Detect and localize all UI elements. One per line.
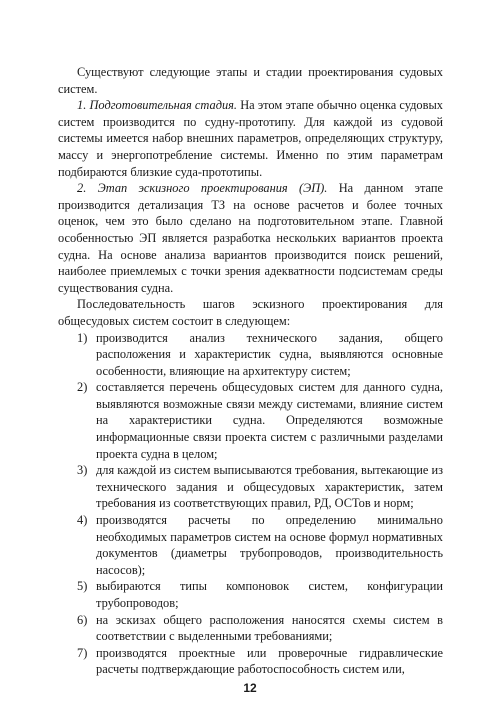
stage2-text: На данном этапе производится детализация ТЗ на основе расчетов и более точных оценок, чем это было сделано на подготовительном этапе. Главной особенностью ЭП является разработка нескольких вариантов проекта судна. На основе анализа вариантов производится поиск решений, наиболее приемлемых с точки зрения адекватности подсистемам среды существования судна. bbox=[58, 181, 443, 295]
list-item bbox=[58, 330, 443, 380]
list-item-number: 4) bbox=[77, 513, 88, 528]
list-item bbox=[58, 512, 443, 578]
list-item-text: на эскизах общего расположения наносятся схемы систем в соответствии с выделенными требованиями; bbox=[96, 612, 443, 644]
list-item bbox=[58, 612, 443, 645]
sequence-intro-paragraph: Последовательность шагов эскизного проектирования для общесудовых систем состоит в следующем: bbox=[58, 297, 443, 328]
list-item-text: производятся проектные или проверочные гидравлические расчеты подтверждающие работоспособность систем или, bbox=[96, 645, 443, 677]
page-number: 12 bbox=[243, 681, 257, 695]
stage2-paragraph bbox=[58, 180, 443, 296]
list-item bbox=[58, 578, 443, 611]
stage2-heading: 2. Этап эскизного проектирования (ЭП). bbox=[77, 181, 328, 196]
list-item-text: производится анализ технического задания, общего расположения и характеристик судна, выявляются основные особенности, влияющие на архитектуру систем; bbox=[96, 330, 443, 378]
stage1-heading: 1. Подготовительная стадия. bbox=[77, 98, 238, 113]
list-item-number: 3) bbox=[77, 463, 88, 478]
steps-list bbox=[58, 330, 443, 678]
list-item-number: 2) bbox=[77, 380, 88, 395]
list-item-number: 6) bbox=[77, 612, 88, 627]
stage1-paragraph bbox=[58, 97, 443, 180]
list-item bbox=[58, 462, 443, 512]
intro-paragraph: Существуют следующие этапы и стадии проектирования судовых систем. bbox=[58, 65, 443, 96]
list-item-number: 7) bbox=[77, 645, 88, 660]
list-item-text: составляется перечень общесудовых систем для данного судна, выявляются возможные связи между системами, влияние систем на характеристики судна. Определяются возможные информационные связи проекта систем с различными разделами проекта судна в целом; bbox=[96, 380, 443, 461]
document-page bbox=[58, 64, 443, 678]
list-item-text: выбираются типы компоновок систем, конфигурации трубопроводов; bbox=[96, 579, 443, 610]
list-item-number: 1) bbox=[77, 330, 88, 345]
list-item-text: для каждой из систем выписываются требования, вытекающие из технического задания и общесудовых характеристик, затем требования из соответствующих правил, РД, ОСТов и норм; bbox=[96, 463, 443, 511]
list-item-number: 5) bbox=[77, 579, 88, 594]
list-item bbox=[58, 379, 443, 462]
list-item bbox=[58, 645, 443, 678]
stage1-text: На этом этапе обычно оценка судовых систем производится по судну-прототипу. Для каждой из судовой системы имеется набор внешних параметров, определяющих структуру, массу и энергопотребление системы. Именно по этим параметрам подбираются близкие суда-прототипы. bbox=[58, 98, 443, 179]
list-item-text: производятся расчеты по определению минимально необходимых параметров систем на основе формул нормативных документов (диаметры трубопроводов, производительность насосов); bbox=[96, 513, 443, 577]
